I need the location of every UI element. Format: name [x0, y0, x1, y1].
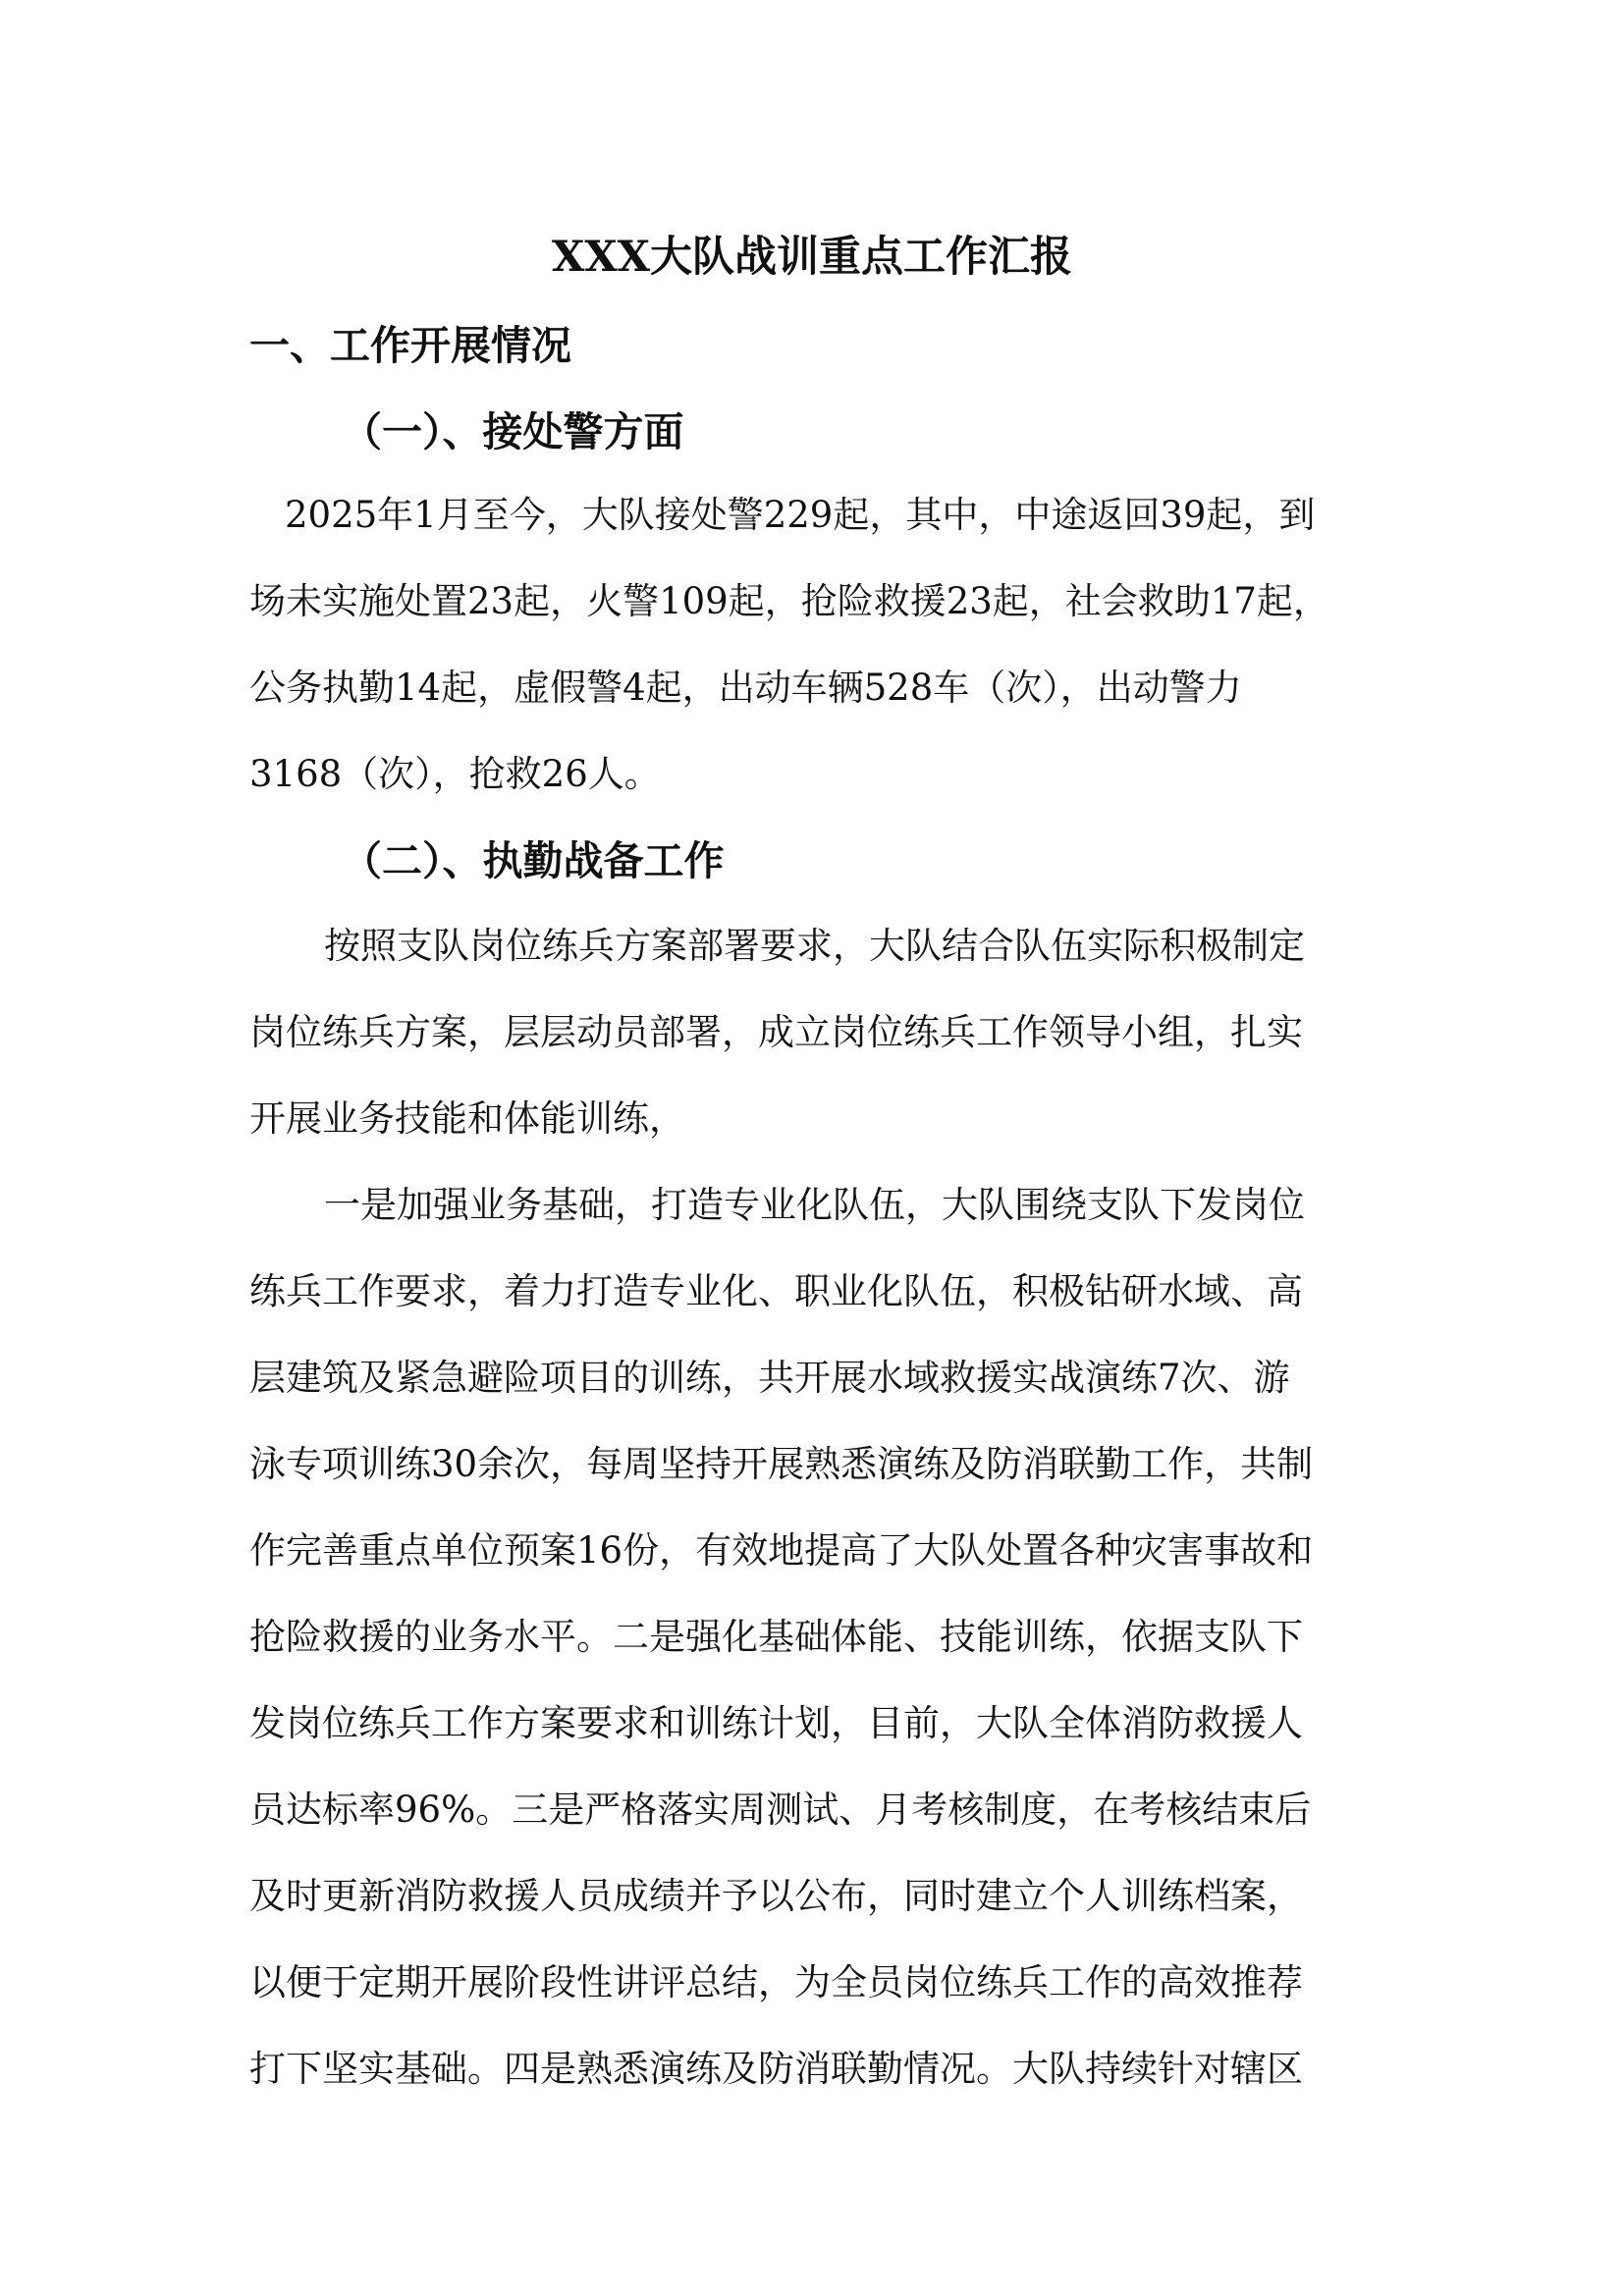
paragraph-line: 公务执勤14起，虚假警4起，出动车辆528车（次），出动警力 [249, 667, 1242, 709]
paragraph-line: 发岗位练兵工作方案要求和训练计划，目前，大队全体消防救援人 [249, 1702, 1303, 1744]
section-heading-work-status: 一、工作开展情况 [249, 322, 571, 369]
paragraph-line: 岗位练兵方案，层层动员部署，成立岗位练兵工作领导小组，扎实 [249, 1011, 1303, 1053]
paragraph-line: 打下坚实基础。四是熟悉演练及防消联勤情况。大队持续针对辖区 [249, 2048, 1303, 2090]
subsection-heading-alarm-handling: （一）、接处警方面 [342, 408, 684, 455]
document-title: XXX大队战训重点工作汇报 [551, 233, 1073, 282]
paragraph-line: 泳专项训练30余次，每周坚持开展熟悉演练及防消联勤工作，共制 [249, 1443, 1314, 1485]
paragraph-line: 以便于定期开展阶段性讲评总结，为全员岗位练兵工作的高效推荐 [249, 1961, 1303, 2003]
paragraph-line: 练兵工作要求，着力打造专业化、职业化队伍，积极钻研水域、高 [249, 1270, 1303, 1312]
paragraph-line: 作完善重点单位预案16份，有效地提高了大队处置各种灾害事故和 [249, 1529, 1314, 1572]
paragraph-line: 2025年1月至今，大队接处警229起，其中，中途返回39起，到 [285, 494, 1316, 536]
paragraph-line: 抢险救援的业务水平。二是强化基础体能、技能训练，依据支队下 [249, 1616, 1303, 1658]
paragraph-line: 按照支队岗位练兵方案部署要求，大队结合队伍实际积极制定 [324, 925, 1305, 967]
paragraph-line: 开展业务技能和体能训练， [249, 1097, 685, 1140]
paragraph-line: 3168（次），抢救26人。 [249, 753, 661, 795]
paragraph-line: 场未实施处置23起，火警109起，抢险救援23起，社会救助17起， [249, 580, 1329, 622]
paragraph-line: 及时更新消防救援人员成绩并予以公布，同时建立个人训练档案， [249, 1875, 1303, 1917]
paragraph-line: 一是加强业务基础，打造专业化队伍，大队围绕支队下发岗位 [324, 1184, 1305, 1226]
paragraph-line: 层建筑及紧急避险项目的训练，共开展水域救援实战演练7次、游 [249, 1357, 1290, 1399]
paragraph-line: 员达标率96%。三是严格落实周测试、月考核制度，在考核结束后 [249, 1789, 1312, 1831]
subsection-heading-duty-readiness: （二）、执勤战备工作 [342, 837, 725, 884]
